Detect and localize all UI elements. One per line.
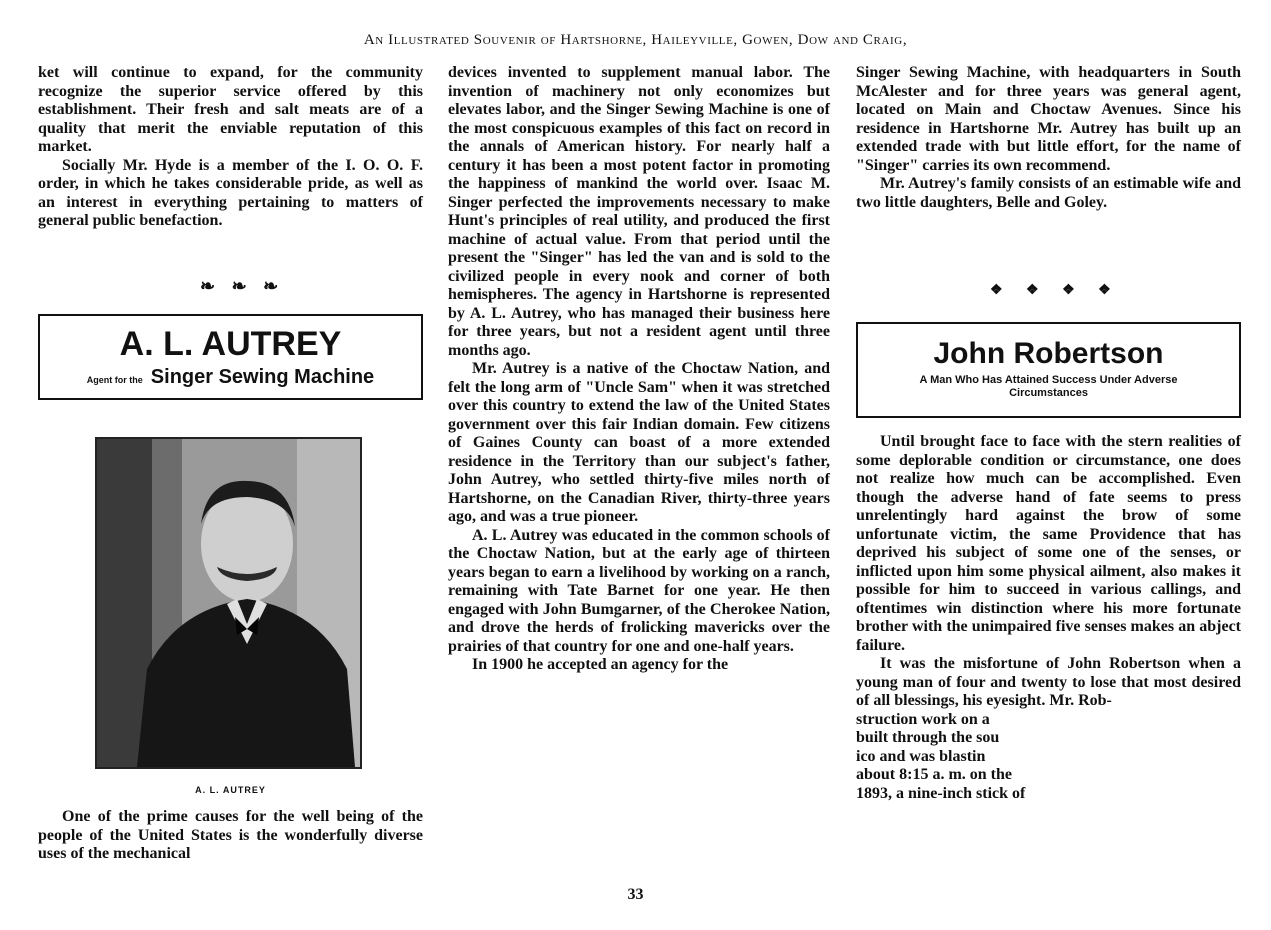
- paragraph: Socially Mr. Hyde is a member of the I. O. O. F. order, in which he takes considerable pride, as well as an interest in everything pertaining to matters of general public benefaction.: [38, 156, 423, 229]
- title-name: A. L. AUTREY: [119, 325, 342, 363]
- ornament-divider: ❖ ❖ ❖ ❖: [990, 283, 1121, 298]
- paragraph: Until brought face to face with the stern realities of some deplorable condition or circumstance, one does not realize how much can be accomplished. Even though the adverse hand of fate seems to press unrelentingly hard against the brow of some unfortunate victim, the same Providence that has deprived his subject of some one of the senses, or inflicted upon him some physical ailment, also makes it possible for him to succeed in various callings, and oftentimes win distinction where his more fortunate brother with the unimpaired five senses makes an abject failure.: [856, 433, 1241, 654]
- paragraph: ket will continue to expand, for the community recognize the superior service offered by this establishment. Their fresh and salt meats are of a quality that merit the enviable reputation of this market.: [38, 64, 423, 155]
- page-number: 33: [627, 886, 644, 903]
- paragraph: In 1900 he accepted an agency for the: [472, 656, 729, 673]
- fragment-line: built through the sou: [856, 729, 1000, 746]
- fragment-line: struction work on a: [856, 710, 990, 728]
- title-name: John Robertson: [933, 337, 1164, 370]
- column-3: [856, 64, 1241, 212]
- photo-caption: A. L. AUTREY: [195, 785, 266, 795]
- autrey-title-box: [38, 314, 423, 400]
- column-2: [448, 64, 830, 675]
- paragraph: Singer Sewing Machine, with headquarters in South McAlester and for three years was general agent, located on Main and Choctaw Avenues. Since his residence in Hartshorne Mr. Autrey has built up an extended trade with but little effort, for the name of "Singer" carries its own recommend.: [856, 64, 1241, 174]
- column-3-continued: [856, 433, 1241, 803]
- fragment-line: 1893, a nine-inch stick of: [856, 784, 1026, 802]
- paragraph: One of the prime causes for the well being of the people of the United States is the wonderfully diverse uses of the mechanical: [38, 808, 423, 862]
- paragraph: It was the misfortune of John Robertson when a young man of four and twenty to lose that most desired of all blessings, his eyesight. Mr. Rob-: [856, 655, 1241, 709]
- paragraph: Mr. Autrey's family consists of an estimable wife and two little daughters, Belle and Goley.: [856, 175, 1241, 211]
- torn-fragment: [856, 711, 1241, 804]
- fragment-line: about 8:15 a. m. on the: [856, 766, 1013, 783]
- ornament-divider: ❧ ❧ ❧: [200, 276, 285, 296]
- portrait-photo: [95, 437, 362, 769]
- paragraph: A. L. Autrey was educated in the common schools of the Choctaw Nation, but at the early age of thirteen years began to earn a livelihood by working on a ranch, remaining with Tate Barnet for one year. He then engaged with John Bumgarner, of the Cherokee Nation, and drove the herds of frolicking mavericks over the prairies of that country for one and one-half years.: [448, 526, 830, 655]
- column-1-continued: [38, 808, 423, 864]
- title-subtitle: Singer Sewing Machine: [150, 366, 375, 388]
- fragment-line: ico and was blastin: [856, 747, 986, 765]
- paragraph: devices invented to supplement manual labor. The invention of machinery not only economizes but elevates labor, and the Singer Sewing Machine is one of the most conspicuous examples of this fact on record in the annals of American history. For nearly half a century it has been a most potent factor in promoting the happiness of mankind the world over. Isaac M. Singer perfected the improvements necessary to make Hunt's principles of real utility, and produced the first machine of actual value. From that period until the present the "Singer" has led the van and is sold to the civilized people in every nook and corner of both hemispheres. The agency in Hartshorne is represented by A. L. Autrey, who has managed their business here for three years, but not a resident agent until three months ago.: [448, 64, 830, 359]
- portrait-illustration: [97, 439, 360, 767]
- title-prefix: Agent for the: [86, 375, 143, 385]
- title-subtitle: A Man Who Has Attained Success Under Adverse Circumstances: [919, 374, 1178, 399]
- column-1: [38, 64, 423, 231]
- running-header: An Illustrated Souvenir of Hartshorne, Haileyville, Gowen, Dow and Craig,: [363, 32, 908, 48]
- robertson-title-box: [856, 322, 1241, 418]
- paragraph: Mr. Autrey is a native of the Choctaw Nation, and felt the long arm of "Uncle Sam" when it was stretched over this country to extend the law of the United States government over this fair Indian domain. Few citizens of Gaines County can boast of a more extended residence in the Territory than our subject's father, John Autrey, who settled thirty-five miles north of Hartshorne, on the Canadian River, thirty-three years ago, and was a true pioneer.: [448, 360, 830, 525]
